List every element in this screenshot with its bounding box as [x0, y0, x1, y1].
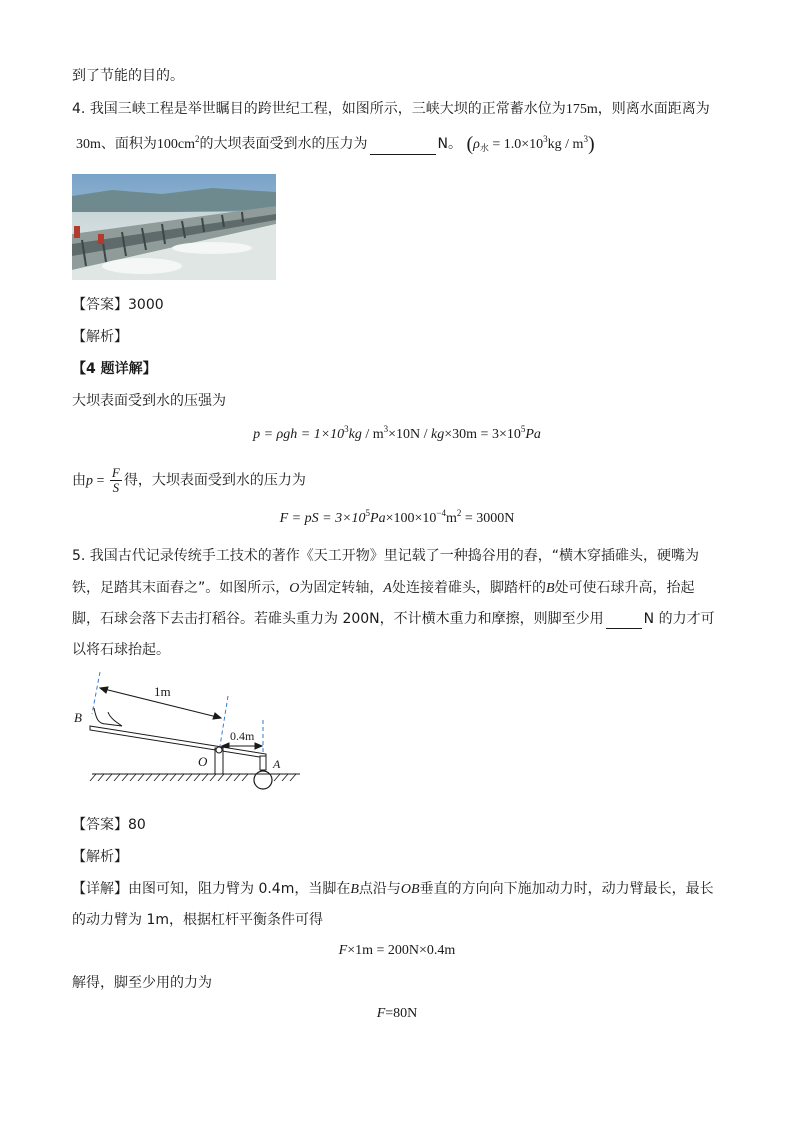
- q4-area: $100cm^2$: [156, 134, 200, 152]
- label-1m: 1m: [154, 684, 171, 699]
- pivot-o: [216, 747, 222, 753]
- three-gorges-dam-photo: [72, 174, 276, 280]
- q5-analysis-label: 【解析】: [72, 849, 128, 865]
- q4-text-1-end: ，则离水面距离为: [597, 101, 710, 117]
- q5-step: 解得，脚至少用的力为: [72, 975, 212, 991]
- label-b: B: [74, 710, 82, 725]
- intro-line: 到了节能的目的。: [72, 68, 184, 84]
- q4-answer: 【答案】3000: [72, 297, 164, 313]
- q4-text-2b: 的大坝表面受到水的压力为: [199, 136, 368, 152]
- q4-step-2: 由p = $\frac{F}{S}$ 得，大坝表面受到水的压力为: [72, 465, 306, 495]
- q4-number: 4.: [72, 101, 86, 117]
- q4-answer-blank: [370, 139, 436, 155]
- q4-text-1: 我国三峡工程是举世瞩目的跨世纪工程，如图所示，三峡大坝的正常蓄水位为: [89, 101, 566, 117]
- dashed-guide-o: [220, 696, 228, 746]
- q5-equation-2: F=80N: [376, 1006, 418, 1021]
- q4-text-2a: 、面积为: [100, 136, 157, 152]
- q5-line-2: 铁，足踏其末面舂之”。如图所示，O为固定转轴，A处连接着碓头，脚踏杆的B处可使石球升高，抬起: [72, 580, 695, 596]
- q4-text-2c: N。: [437, 136, 462, 152]
- q5-detail-line-1: 【详解】由图可知，阻力臂为 0.4m，当脚在B点沿与OB垂直的方向向下施加动力时，动力臂最长，最长: [72, 881, 714, 897]
- q4-equation-2: F = pS = $3\times 10^5Pa\times 100\times 10^{-4}m^2 = 3000N$: [279, 508, 515, 526]
- q4-depth: 30m: [76, 137, 101, 152]
- q4-line-2: [76, 134, 595, 155]
- foot-outline: [94, 708, 122, 726]
- label-a: A: [273, 757, 281, 771]
- q5-answer-value: 80: [128, 817, 146, 833]
- q5-answer-blank: [606, 613, 642, 629]
- q4-water-level: 175m: [565, 102, 598, 117]
- lever-diagram: [70, 668, 310, 798]
- label-04m: 0.4m: [230, 729, 255, 743]
- pestle-rod: [260, 756, 266, 770]
- q5-equation-1: F×1m = 200N×0.4m: [338, 943, 456, 958]
- q4-equation-1: $p = \rho gh = 1\times 10^3kg / m^3\times 10N / kg\times 30m = 3\times 10^5Pa$: [253, 424, 541, 442]
- dashed-guide-b: [92, 672, 100, 714]
- label-o: O: [198, 754, 208, 769]
- q5-answer: 【答案】80: [72, 817, 146, 833]
- q4-answer-value: 3000: [128, 297, 164, 313]
- q4-analysis-label: 【解析】: [72, 329, 128, 345]
- q4-line-1: [72, 99, 710, 120]
- q5-line-3: 脚，石球会落下去击打稻谷。若碓头重力为 200N，不计横木重力和摩擦，则脚至少用 N 的力才可: [72, 611, 715, 627]
- q4-density-formula: $(\rho_水 = 1.0\times 10^3kg / m^3)$: [466, 133, 595, 155]
- q5-detail-line-2: 的动力臂为 1m，根据杠杆平衡条件可得: [72, 912, 323, 928]
- q5-line-4: 以将石球抬起。: [72, 642, 170, 658]
- q5-line-1: 5. 我国古代记录传统手工技术的著作《天工开物》里记载了一种捣谷用的舂，“横木穿插碓头，硬嘴为: [72, 548, 700, 564]
- q4-step-1: 大坝表面受到水的压强为: [72, 393, 226, 409]
- q4-detail-title: 【4 题详解】: [72, 361, 157, 377]
